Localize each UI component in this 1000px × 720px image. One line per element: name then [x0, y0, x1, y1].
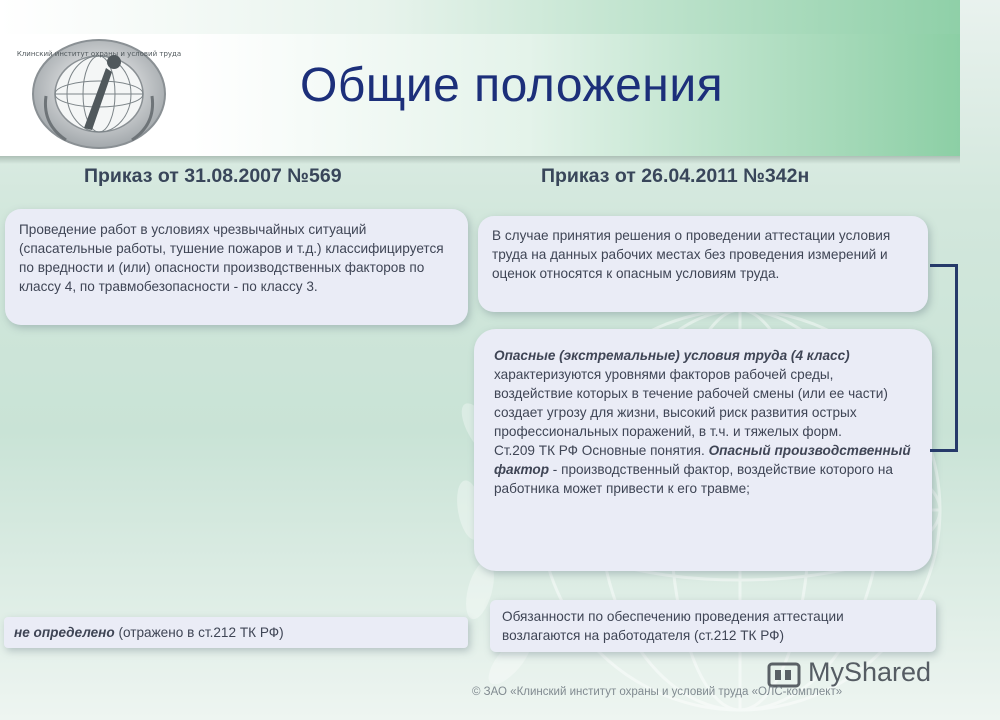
top-strip: [0, 0, 960, 34]
hazard-factor-description: - производственный фактор, воздействие которого на работника может привести к его травме;: [494, 462, 893, 496]
right-employer-duty-box: Обязанности по обеспечению проведения аттестации возлагаются на работодателя (ст.212 ТК РФ): [490, 600, 936, 652]
header-shadow: [0, 156, 960, 164]
hazard-factor-term: Опасный производственный фактор: [494, 443, 911, 477]
hazard-class-description: характеризуются уровнями факторов рабочей среды, воздействие которых в течение рабочей смены (или ее части) создает угрозу для жизни, высокий риск развития острых профессиональных поражений, в т.ч. и тяжелых форм.: [494, 367, 888, 439]
left-not-defined-box: [4, 617, 468, 648]
footer-copyright: © ЗАО «Клинский институт охраны и условий труда «ОЛС-комплект»: [472, 686, 843, 698]
myshared-watermark: MyShared: [808, 657, 932, 687]
right-column-heading: Приказ от 26.04.2011 №342н: [541, 165, 810, 187]
not-defined-term: не определено: [14, 625, 115, 640]
labor-code-reference: Ст.209 ТК РФ Основные понятия.: [494, 443, 709, 458]
institute-logo-icon: [16, 36, 182, 152]
bracket-connector: [930, 264, 958, 452]
right-attestation-decision-box: В случае принятия решения о проведении аттестации условия труда на данных рабочих местах без проведения измерений и оценок относятся к опасным условиям труда.: [478, 216, 928, 312]
not-defined-note: (отражено в ст.212 ТК РФ): [114, 625, 284, 640]
page-title: Общие положения: [300, 59, 724, 112]
hazard-class-term: Опасные (экстремальные) условия труда (4 класс): [494, 348, 850, 363]
logo-ring-text: Клинский институт охраны и условий труда: [16, 50, 182, 58]
left-emergency-work-box: Проведение работ в условиях чрезвычайных ситуаций (спасательные работы, тушение пожаров и т.д.) классифицируется по вредности и (или) опасности производственных факторов по классу 4, по травмобезопасности - по классу 3.: [5, 209, 468, 325]
left-column-heading: Приказ от 31.08.2007 №569: [84, 165, 342, 187]
right-hazardous-conditions-box: [474, 329, 932, 571]
